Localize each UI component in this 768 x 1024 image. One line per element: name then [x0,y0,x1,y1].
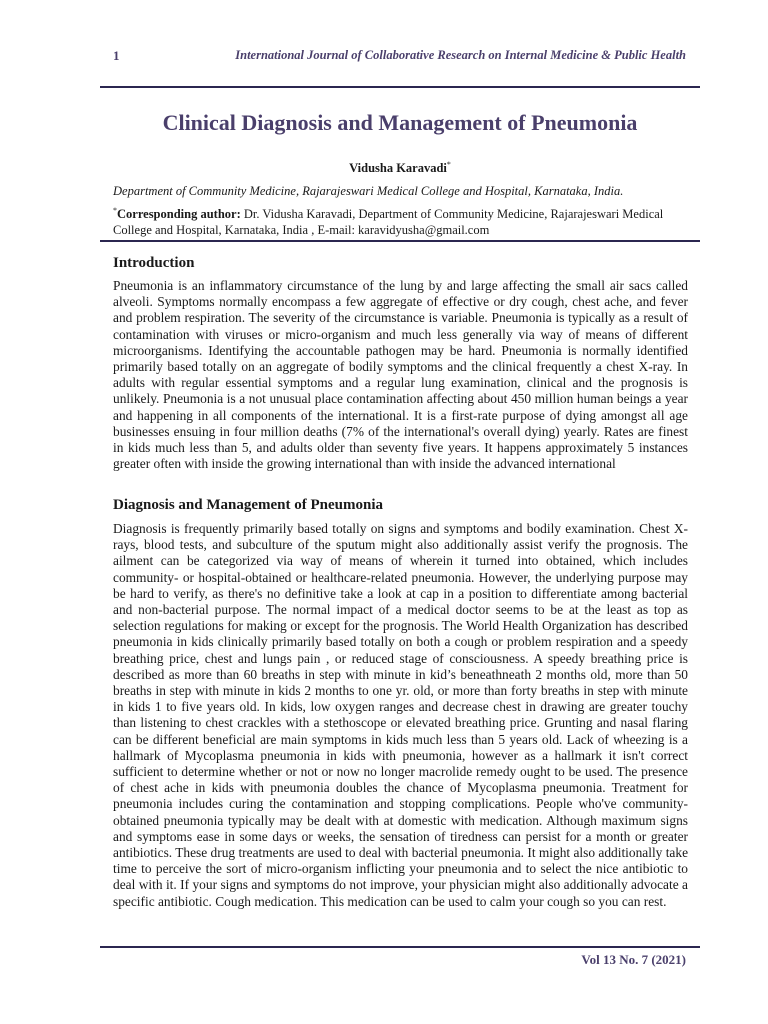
corresponding-details: Dr. Vidusha Karavadi, Department of Community Medicine, Rajarajeswari Medical College and Hospital, Karnataka, India , E-mail: karavidyusha@gmail.com [113,207,664,238]
section-heading-diagnosis: Diagnosis and Management of Pneumonia [113,497,384,513]
affiliation: Department of Community Medicine, Rajarajeswari Medical College and Hospital, Karnataka, India. [113,184,624,198]
author-line [100,160,700,176]
header-rule [100,86,700,88]
section-heading-introduction: Introduction [113,255,195,271]
corresponding-mark: * [113,206,117,215]
footer-rule [100,946,700,948]
corresponding-author [113,203,688,238]
diagnosis-text: Diagnosis is frequently primarily based totally on signs and symptoms and bodily examination. Chest X-rays, blood tests, and subculture of the sputum might also additionally assist verify the prognosis. The ailment can be categorized via way of means of wherein it turned into obtained, which includes community- or hospital-obtained or healthcare-related pneumonia. However, the underlying purpose may be hard to verify, as there's no definitive take a look at cap in a position to differentiate among bacterial and non-bacterial purpose. The normal impact of a medical doctor seems to be at the least as top as selection regulations for making or except for the prognosis. The World Health Organization has described pneumonia in kids clinically primarily based totally on both a cough or problem respiration and a speedy breathing price, chest and lungs pain , or reduced stage of consciousness. A speedy breathing price is described as more than 60 breaths in step with minute in kid’s beneathneath 2 months old, more than 50 breaths in step with minute in kids 2 months to one yr. old, or more than forty breaths in step with minute in kids 1 to five years old. In kids, low oxygen ranges and decrease chest in drawing are greater touchy than listening to chest crackles with a stethoscope or elevated breathing price. Grunting and nasal flaring can be different beneficial are main symptoms in kids much less than 5 years old. Lack of wheezing is a hallmark of Mycoplasma pneumonia in kids with pneumonia, however as a hallmark it isn't correct sufficient to determine whether or not or now no longer macrolide remedy ought to be used. The presence of chest ache in kids with pneumonia doubles the chance of Mycoplasma pneumonia. Treatment for pneumonia includes curing the contamination and stopping complications. People who've community-obtained pneumonia typically may be dealt with at domestic with medication. Although maximum signs and symptoms ease in some days or weeks, the sensation of tiredness can persist for a month or greater antibiotics. These drug treatments are used to deal with bacterial pneumonia. It might also additionally take time to perceive the sort of micro-organism inflicting your pneumonia and to select the nice antibiotic to deal with it. If your signs and symptoms do not improve, your physician might also additionally advocate a specific antibiotic. Cough medication. This medication can be used to calm your cough so you can rest. [113,521,689,909]
article-title: Clinical Diagnosis and Management of Pneumonia [162,110,638,135]
title-block-rule [100,240,700,242]
journal-name: International Journal of Collaborative Research on Internal Medicine & Public Health [235,48,686,62]
volume-info: Vol 13 No. 7 (2021) [581,952,686,967]
introduction-text: Pneumonia is an inflammatory circumstance of the lung by and large affecting the small air sacs called alveoli. Symptoms normally encompass a few aggregate of effective or dry cough, chest ache, and fever and problem respiration. The severity of the circumstance is variable. Pneumonia is typically as a result of contamination with viruses or micro-organism and much less generally via way of means of different microorganisms. Identifying the accountable pathogen may be hard. Pneumonia is normally identified primarily based totally on an aggregate of bodily symptoms and the clinical frequently a chest X-ray. In adults with regular essential symptoms and a regular lung examination, clinical and the prognosis is unlikely. Pneumonia is a not unusual place contamination affecting about 450 million human beings a year and happening in all components of the international. It is a first-rate purpose of dying amongst all age businesses ensuing in four million deaths (7% of the international's overall dying) yearly. Rates are finest in kids much less than 5, and adults older than seventy five years. It happens approximately 5 instances greater often with inside the growing international than with inside the advanced international [113,278,688,472]
page-number: 1 [113,48,120,63]
corresponding-label: Corresponding author: [117,207,241,222]
author-mark: * [446,160,451,169]
author-name: Vidusha Karavadi [349,161,447,176]
